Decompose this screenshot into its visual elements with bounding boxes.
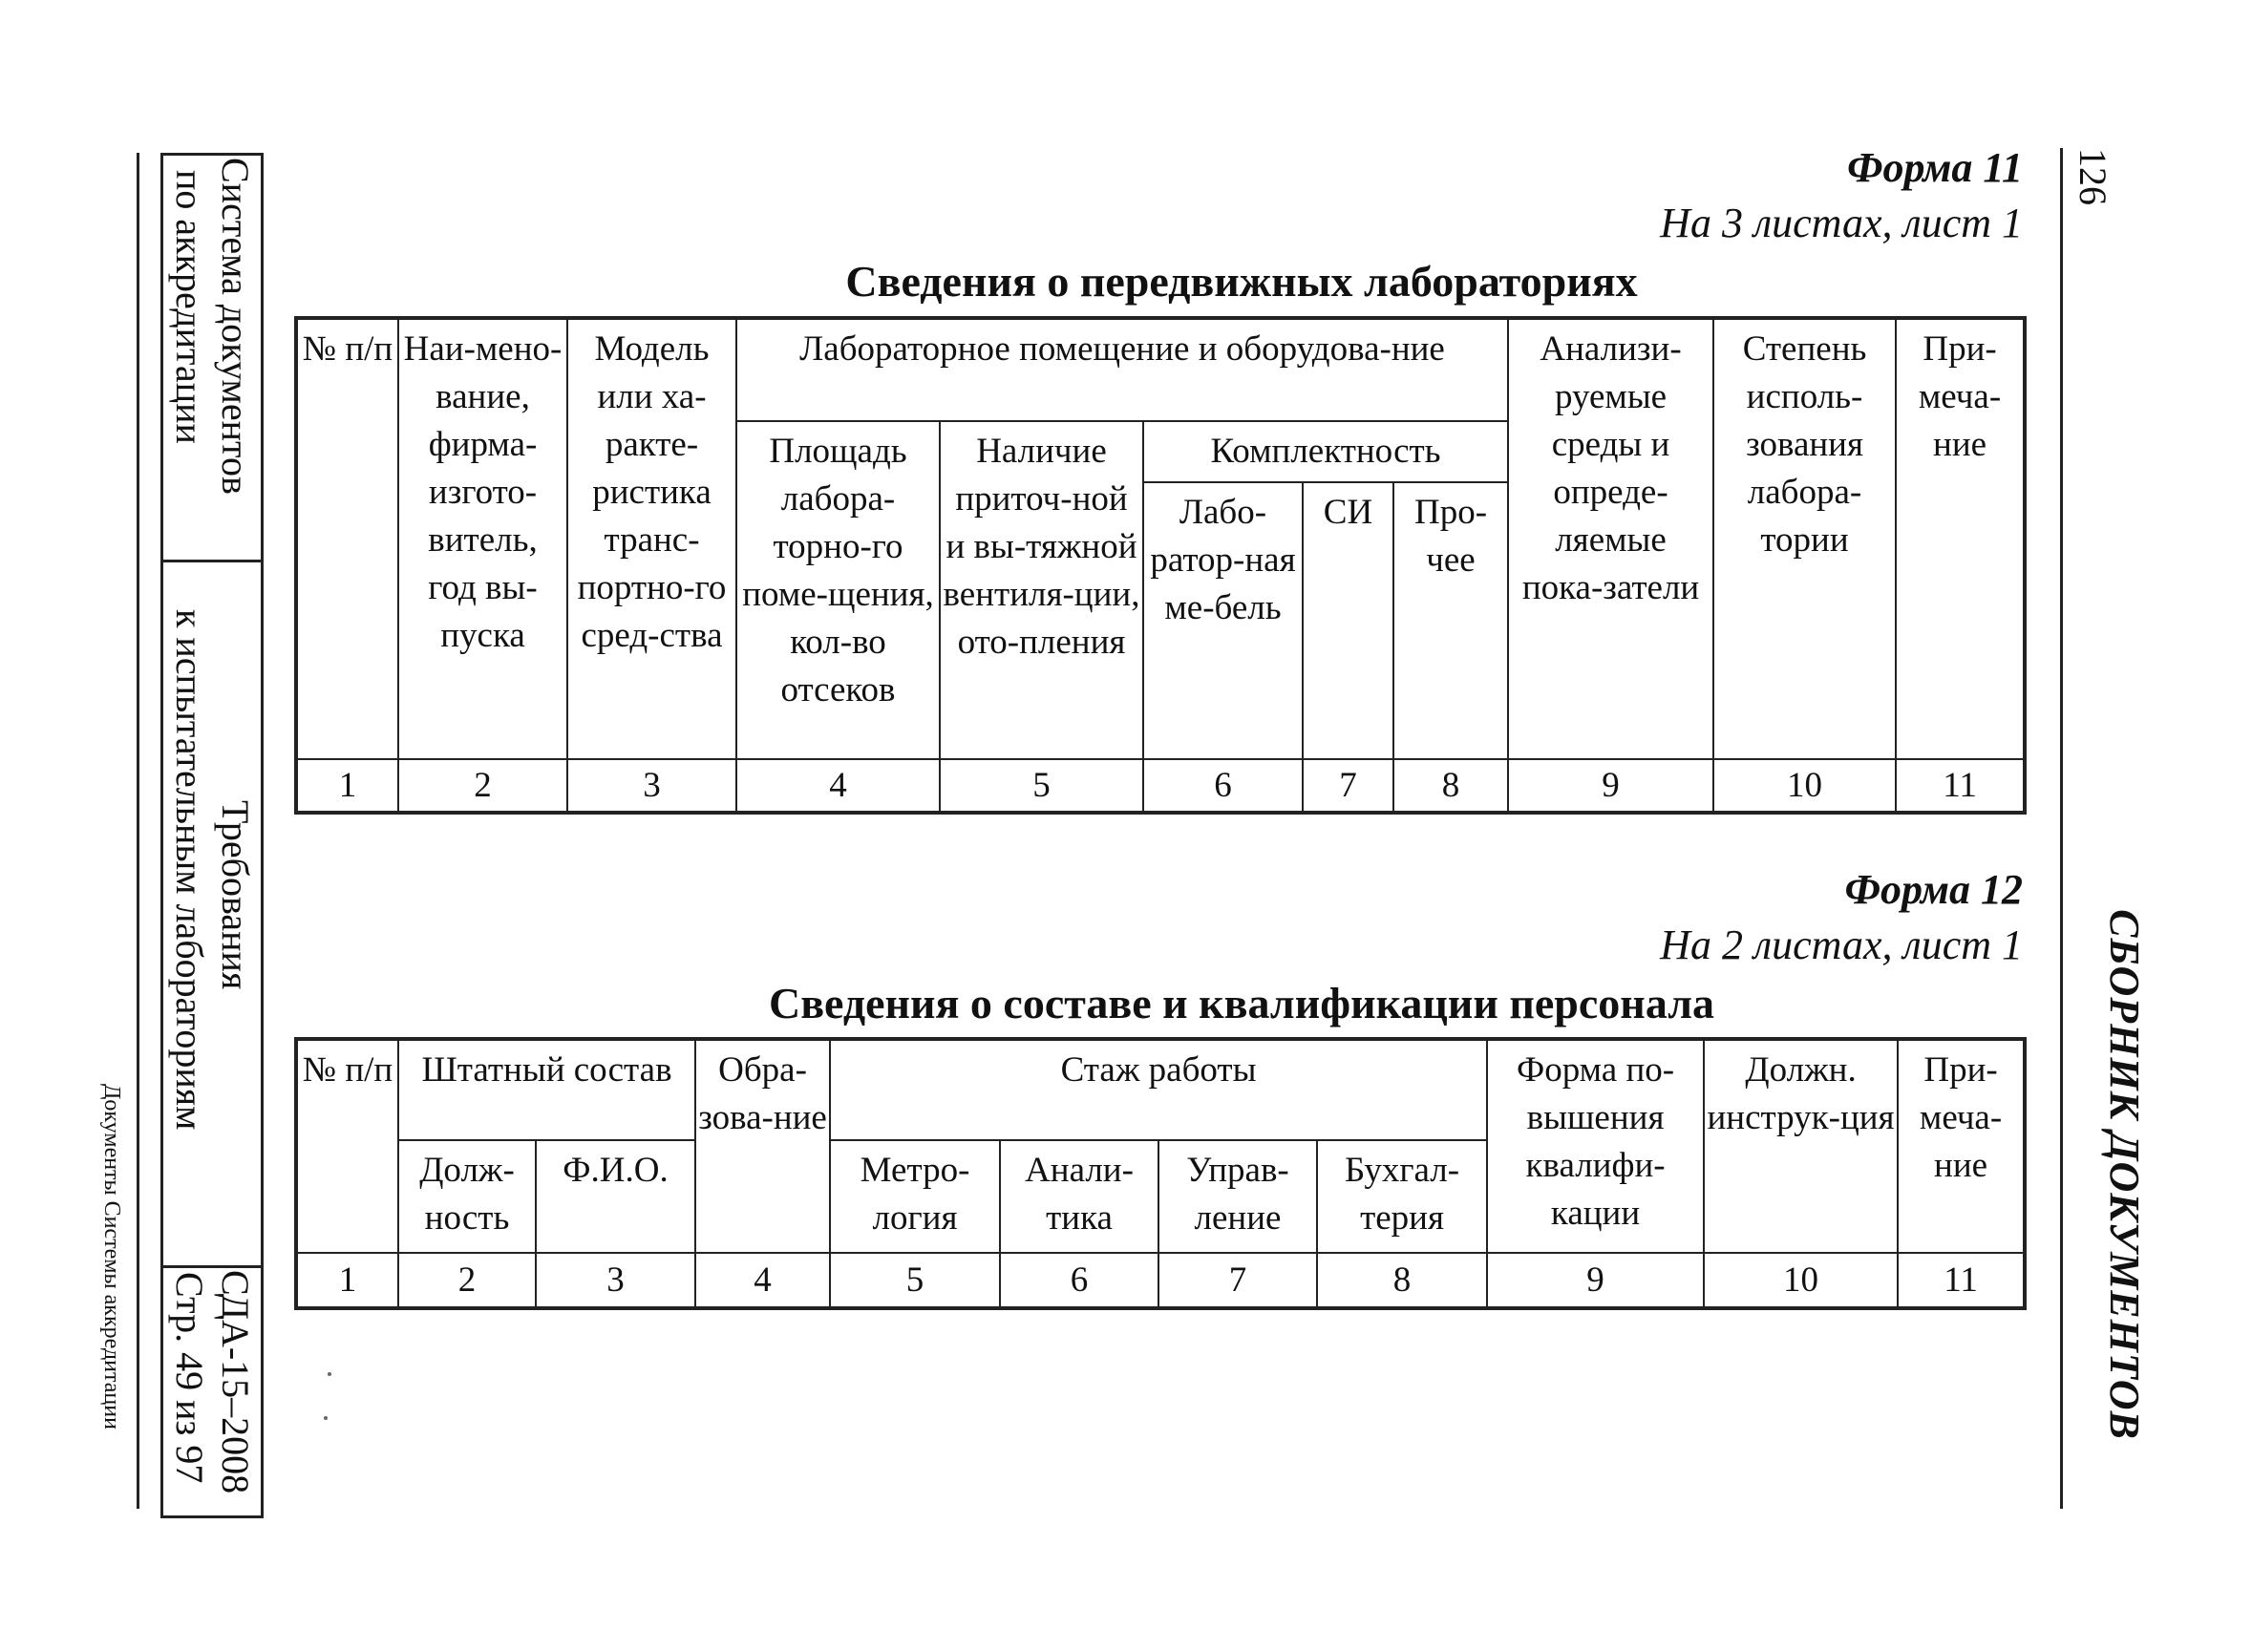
header-room: Лабораторное помещение и оборудова-ние <box>736 318 1508 421</box>
right-rule <box>2060 148 2063 1509</box>
column-number: 4 <box>695 1253 830 1308</box>
requirements-label: Требования <box>214 800 257 990</box>
form12-sheets: На 2 листах, лист 1 <box>1660 921 2023 968</box>
column-number: 1 <box>296 759 398 813</box>
header-furniture: Лабо-ратор-ная ме-бель <box>1143 482 1303 759</box>
document-page: Стр. 49 из 97 <box>168 1272 211 1484</box>
header-name: Наи-мено-вание, фирма-изгото-витель, год вы-пуска <box>398 318 567 759</box>
column-number: 8 <box>1393 759 1508 813</box>
header-staff: Штатный состав <box>398 1039 695 1140</box>
header-num: № п/п <box>296 318 398 759</box>
header-metrology: Метро-логия <box>830 1140 1000 1253</box>
column-number: 11 <box>1896 759 2025 813</box>
column-number: 10 <box>1704 1253 1898 1308</box>
accreditation-label: по аккредитации <box>168 170 211 444</box>
column-number: 11 <box>1898 1253 2025 1308</box>
column-number: 5 <box>830 1253 1000 1308</box>
header-note: При-меча-ние <box>1898 1039 2025 1253</box>
column-number: 3 <box>536 1253 695 1308</box>
header-note: При-меча-ние <box>1896 318 2025 759</box>
column-number: 10 <box>1713 759 1896 813</box>
column-number: 4 <box>736 759 940 813</box>
column-number: 2 <box>398 1253 536 1308</box>
header-ventilation: Наличие приточ-ной и вы-тяжной вентиля-ции, ото-пления <box>940 421 1143 759</box>
header-experience: Стаж работы <box>830 1039 1487 1140</box>
header-other: Про-чее <box>1393 482 1508 759</box>
column-number: 2 <box>398 759 567 813</box>
form11-table <box>294 316 2027 815</box>
form11-title: Сведения о передвижных лабораториях <box>845 257 1638 306</box>
footer-label: Документы Системы аккредитации <box>99 1084 124 1430</box>
info-divider <box>160 560 264 562</box>
speck <box>328 1372 331 1376</box>
header-si: СИ <box>1303 482 1393 759</box>
column-number: 6 <box>1143 759 1303 813</box>
column-number: 6 <box>1000 1253 1158 1308</box>
form12-title: Сведения о составе и квалификации персонала <box>768 979 1715 1027</box>
header-media: Анализи-руемые среды и опреде-ляемые пока-затели <box>1508 318 1713 759</box>
form12-table <box>294 1037 2027 1310</box>
header-completeness: Комплектность <box>1143 421 1508 482</box>
header-accounting: Бухгал-терия <box>1317 1140 1487 1253</box>
column-number: 9 <box>1487 1253 1704 1308</box>
collection-header: СБОРНИК ДОКУМЕНТОВ <box>2101 909 2148 1440</box>
page-number: 126 <box>2071 148 2114 205</box>
form11-sheets: На 3 листах, лист 1 <box>1660 200 2023 246</box>
header-management: Управ-ление <box>1158 1140 1317 1253</box>
header-model: Модель или ха-ракте-ристика транс-портно-го сред-ства <box>567 318 736 759</box>
header-area: Площадь лабора-торно-го поме-щения, кол-во отсеков <box>736 421 940 759</box>
header-fio: Ф.И.О. <box>536 1140 695 1253</box>
header-analytics: Анали-тика <box>1000 1140 1158 1253</box>
header-usage: Степень исполь-зования лабора-тории <box>1713 318 1896 759</box>
column-number: 5 <box>940 759 1143 813</box>
header-num: № п/п <box>296 1039 398 1253</box>
info-divider <box>160 1265 264 1268</box>
column-number: 1 <box>296 1253 398 1308</box>
requirements-to-label: к испытательным лабораториям <box>168 609 211 1131</box>
column-number: 9 <box>1508 759 1713 813</box>
column-number: 7 <box>1303 759 1393 813</box>
header-qualification: Форма по-вышения квалифи-кации <box>1487 1039 1704 1253</box>
document-code: СДА-15–2008 <box>214 1270 257 1494</box>
form12-label: Форма 12 <box>1844 866 2023 913</box>
column-number: 7 <box>1158 1253 1317 1308</box>
speck <box>324 1416 328 1420</box>
form11-label: Форма 11 <box>1847 144 2023 191</box>
column-number: 8 <box>1317 1253 1487 1308</box>
system-label: Система документов <box>214 158 257 495</box>
column-number: 3 <box>567 759 736 813</box>
header-instruction: Должн. инструк-ция <box>1704 1039 1898 1253</box>
left-rule <box>137 153 139 1509</box>
header-education: Обра-зова-ние <box>695 1039 830 1253</box>
header-position: Долж-ность <box>398 1140 536 1253</box>
